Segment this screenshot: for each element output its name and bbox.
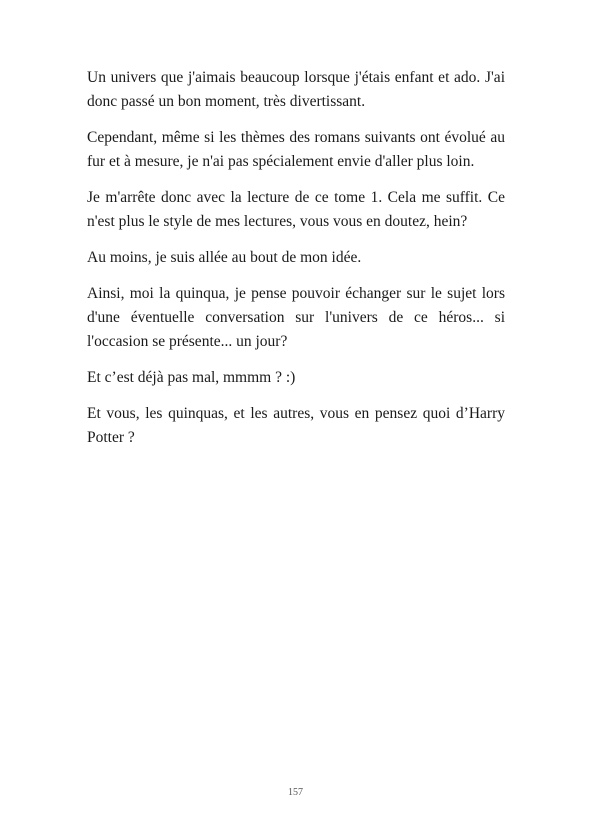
paragraph: Un univers que j'aimais beaucoup lorsque j'étais enfant et ado. J'ai donc passé un bon moment, très divertissant. <box>87 69 505 110</box>
page-number: 157 <box>288 787 303 798</box>
paragraph: Et vous, les quinquas, et les autres, vous en pensez quoi d’Harry Potter ? <box>87 405 505 446</box>
paragraph: Au moins, je suis allée au bout de mon idée. <box>87 249 362 266</box>
paragraph: Je m'arrête donc avec la lecture de ce tome 1. Cela me suffit. Ce n'est plus le style de mes lectures, vous vous en doutez, hein? <box>87 189 505 230</box>
paragraph: Et c’est déjà pas mal, mmmm ? :) <box>87 369 296 386</box>
body-text <box>87 66 505 462</box>
paragraph: Ainsi, moi la quinqua, je pense pouvoir échanger sur le sujet lors d'une éventuelle conversation sur l'univers de ce héros... si l'occasion se présente... un jour? <box>87 285 505 350</box>
paragraph: Cependant, même si les thèmes des romans suivants ont évolué au fur et à mesure, je n'ai pas spécialement envie d'aller plus loin. <box>87 129 505 170</box>
